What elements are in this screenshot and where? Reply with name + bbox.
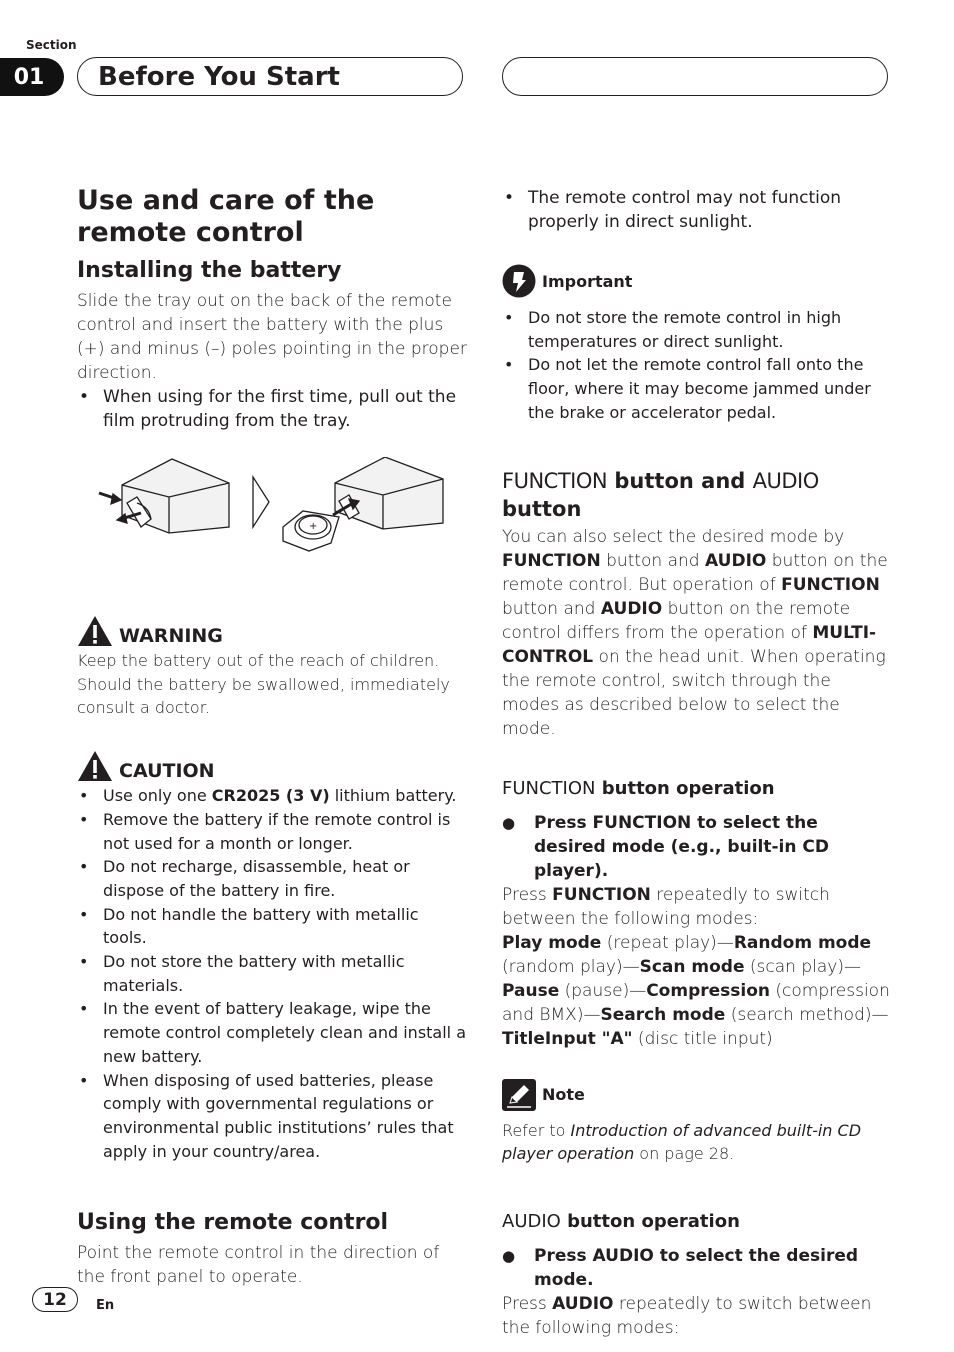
- function-operation-block: [502, 777, 892, 1051]
- using-block: [77, 1209, 467, 1289]
- language-code: En: [96, 1298, 115, 1313]
- warning-block: [77, 615, 467, 720]
- important-item: • Do not let the remote control fall onto the floor, where it may become jammed under the brake or accelerator pedal.: [502, 353, 892, 424]
- using-body: Point the remote control in the direction of the front panel to operate.: [77, 1243, 440, 1288]
- audio-operation-block: [502, 1210, 892, 1340]
- important-block: [502, 264, 892, 425]
- warning-label: WARNING: [119, 625, 223, 647]
- caution-item: • Do not recharge, disassemble, heat or dispose of the battery in fire.: [77, 855, 467, 902]
- using-heading: Using the remote control: [77, 1210, 389, 1236]
- important-item: • Do not store the remote control in high temperatures or direct sunlight.: [502, 306, 892, 353]
- note-text: Refer to Introduction of advanced built-in CD player operation on page 28.: [502, 1120, 862, 1164]
- caution-list: [77, 784, 467, 1163]
- chapter-title: Before You Start: [98, 61, 340, 92]
- audio-operation-heading: AUDIO button operation: [502, 1210, 740, 1232]
- audio-press: Press AUDIO repeatedly to switch between the following modes:: [502, 1293, 872, 1338]
- battery-install-figure: [77, 457, 447, 567]
- warning-triangle-icon: [77, 615, 113, 647]
- caution-item: • In the event of battery leakage, wipe the remote control completely clean and install a new battery.: [77, 997, 467, 1068]
- sunlight-bullet: • The remote control may not function properly in direct sunlight.: [502, 186, 892, 234]
- function-press: Press FUNCTION repeatedly to switch between the following modes:: [502, 884, 830, 929]
- installing-heading: Installing the battery: [77, 258, 342, 283]
- important-label: Important: [542, 271, 633, 291]
- function-operation-heading: FUNCTION button operation: [502, 777, 775, 799]
- right-column: [502, 186, 892, 1340]
- function-modes: Play mode (repeat play)—Random mode (random play)—Scan mode (scan play)—Pause (pause)—Compression (compression and BMX)—Search mode (search method)—TitleInput "A" (disc title input): [502, 932, 890, 1049]
- caution-item: • Do not handle the battery with metallic tools.: [77, 903, 467, 950]
- svg-text:+: +: [309, 521, 318, 532]
- battery-illustration: [77, 457, 467, 577]
- header-empty-box: [502, 57, 888, 96]
- caution-item: • Use only one CR2025 (3 V) lithium battery.: [77, 784, 467, 808]
- warning-text: Keep the battery out of the reach of children. Should the battery be swallowed, immediately consult a doctor.: [77, 651, 450, 718]
- page-number: 12: [32, 1287, 78, 1312]
- chapter-title-box: [77, 57, 463, 96]
- installing-body: Slide the tray out on the back of the remote control and insert the battery with the plus (+) and minus (–) poles pointing in the proper direction.: [77, 291, 467, 383]
- function-audio-block: [502, 467, 892, 741]
- caution-triangle-icon: [77, 750, 113, 782]
- caution-item: • Remove the battery if the remote control is not used for a month or longer.: [77, 808, 467, 855]
- note-block: [502, 1079, 892, 1166]
- main-title: Use and care of the remote control: [77, 185, 375, 248]
- note-pencil-icon: [502, 1079, 536, 1111]
- important-icon: [502, 264, 536, 298]
- function-step: ● Press FUNCTION to select the desired mode (e.g., built-in CD player).: [502, 811, 892, 883]
- left-column: [77, 185, 467, 1289]
- function-audio-heading: FUNCTION button and AUDIO button: [502, 468, 819, 521]
- installing-bullet: • When using for the first time, pull out the film protruding from the tray.: [77, 385, 467, 433]
- caution-label: CAUTION: [119, 760, 215, 783]
- function-audio-body: You can also select the desired mode by FUNCTION button and AUDIO button on the remote control. But operation of FUNCTION button and AUDIO button on the remote control differs from the operation of MULTI-CONTROL on the head unit. When operating the remote control, switch through the modes as described below to select the mode.: [502, 526, 888, 739]
- note-label: Note: [542, 1085, 585, 1105]
- caution-item: • When disposing of used batteries, please comply with governmental regulations or environmental public institutions’ rules that apply in your country/area.: [77, 1069, 467, 1164]
- section-label: Section: [26, 38, 77, 52]
- section-number: 01: [0, 58, 64, 96]
- caution-item: • Do not store the battery with metallic materials.: [77, 950, 467, 997]
- audio-step: ● Press AUDIO to select the desired mode.: [502, 1244, 892, 1292]
- caution-block: [77, 750, 467, 1163]
